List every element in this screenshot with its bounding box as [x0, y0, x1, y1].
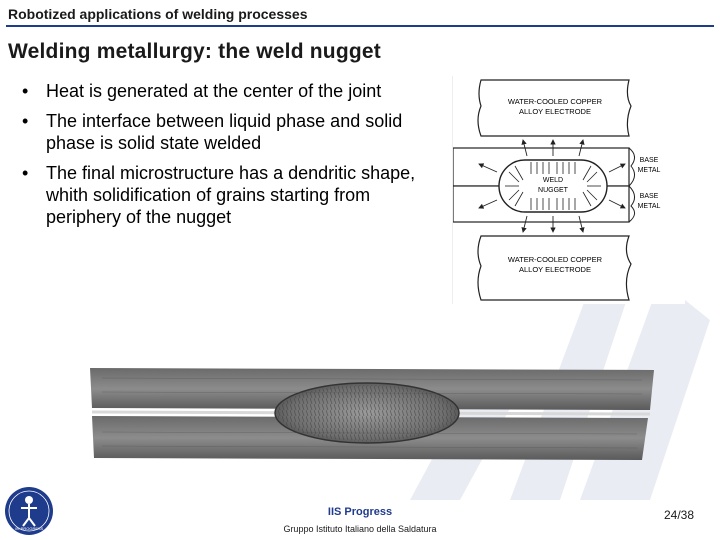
bullet-item	[20, 80, 430, 102]
footer-organization: IIS Progress	[327, 506, 393, 518]
bottom-electrode-label-line1: WATER-COOLED COPPER	[507, 255, 603, 264]
bullet-item	[20, 162, 430, 228]
top-electrode-label-line2: ALLOY ELECTRODE	[519, 107, 591, 116]
slide-title: Welding metallurgy: the weld nugget	[8, 40, 381, 63]
iis-progress-logo	[4, 486, 54, 536]
weld-cross-section-micrograph	[82, 362, 658, 466]
footer-subtitle: Gruppo Istituto Italiano della Saldatura	[283, 524, 437, 534]
nugget-label-line1: WELD	[542, 177, 564, 184]
header-title: Robotized applications of welding processes	[8, 6, 308, 22]
base-metal-top-label-line2: METAL	[637, 167, 661, 174]
bullet-text: The final microstructure has a dendritic shape, whith solidification of grains starting from periphery of the nugget	[46, 163, 416, 227]
bullet-dot-icon: •	[22, 81, 29, 101]
nugget-label-line2: NUGGET	[538, 187, 568, 194]
base-metal-bottom-label-line1: BASE	[639, 193, 659, 200]
bullet-item	[20, 110, 430, 154]
footer	[240, 506, 480, 534]
logo-text: IIS PROGRESS	[14, 526, 44, 531]
bullet-text: The interface between liquid phase and solid phase is solid state welded	[46, 111, 403, 153]
base-metal-top-label-line1: BASE	[639, 157, 659, 164]
bullet-dot-icon: •	[22, 111, 29, 131]
weld-schematic-svg	[453, 76, 685, 304]
header-divider	[6, 25, 714, 27]
weld-schematic-diagram	[452, 76, 685, 304]
top-electrode-label-line1: WATER-COOLED COPPER	[507, 97, 603, 106]
page-number: 24/38	[664, 508, 695, 522]
base-metal-bottom-label-line2: METAL	[637, 203, 661, 210]
bullet-list	[20, 80, 430, 236]
bullet-dot-icon: •	[22, 163, 29, 183]
bottom-electrode-label-line2: ALLOY ELECTRODE	[519, 265, 591, 274]
bullet-text: Heat is generated at the center of the joint	[46, 81, 382, 101]
